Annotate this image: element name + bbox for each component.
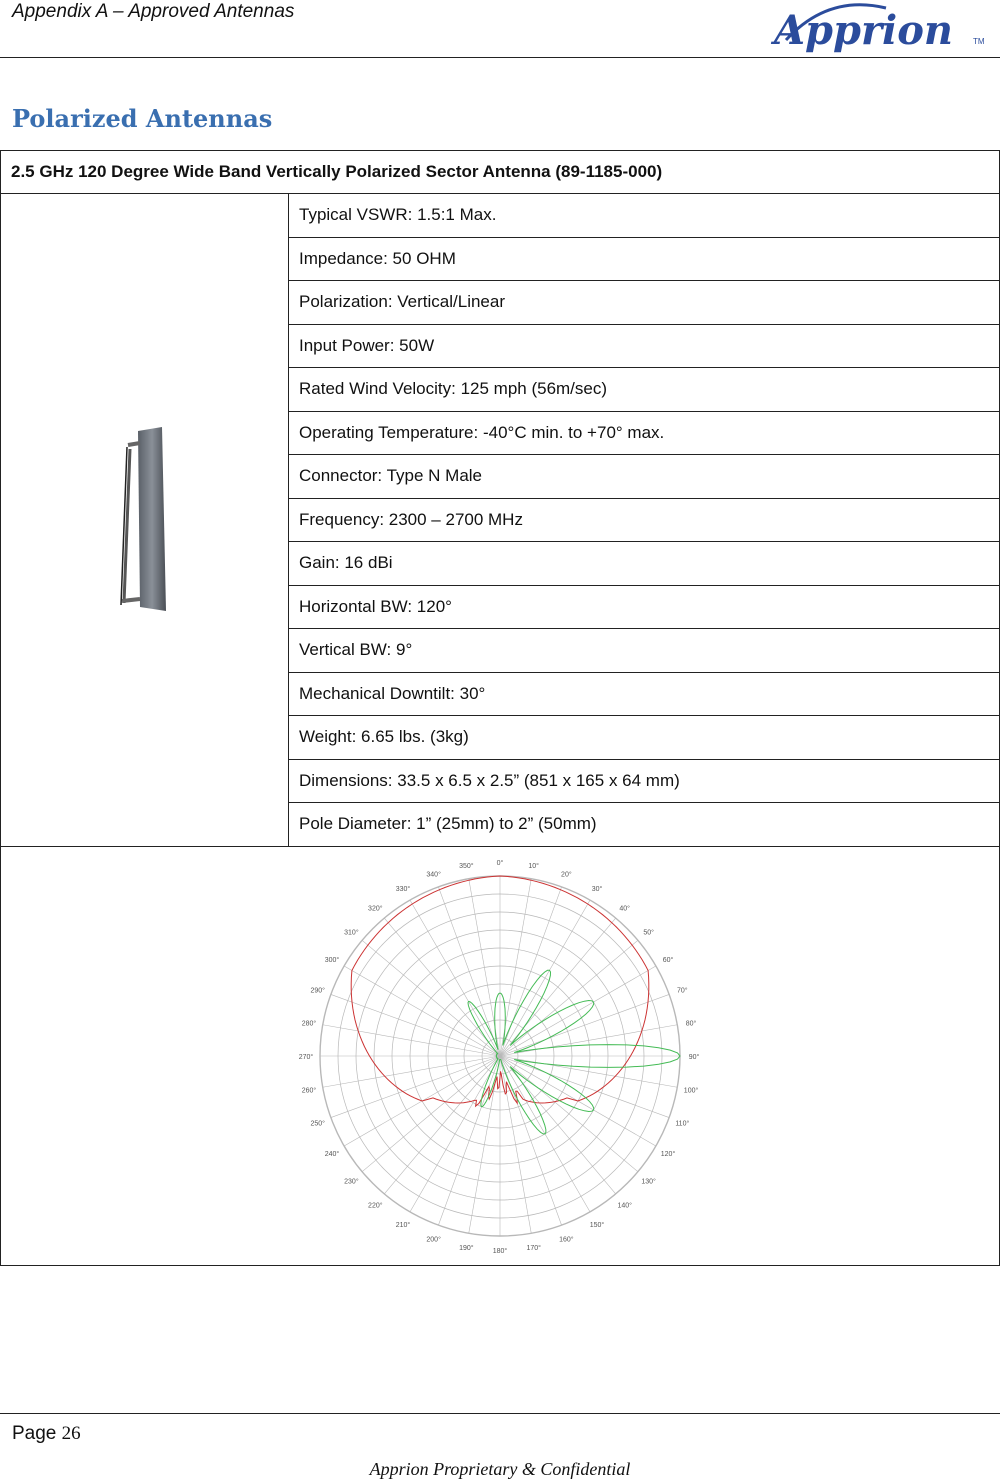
spec-operating-temperature: Operating Temperature: -40°C min. to +70° max.	[289, 411, 1000, 455]
polar-angle-label: 350°	[459, 862, 474, 870]
polar-angle-label: 10°	[528, 862, 539, 870]
polar-grid-spoke	[362, 1056, 500, 1172]
polar-angle-label: 280°	[301, 1019, 317, 1027]
spec-weight: Weight: 6.65 lbs. (3kg)	[289, 716, 1000, 760]
spec-polarization: Polarization: Vertical/Linear	[289, 281, 1000, 325]
polar-angle-label: 40°	[619, 904, 630, 912]
polar-angle-label: 250°	[310, 1119, 325, 1127]
section-title: Polarized Antennas	[12, 104, 273, 133]
polar-angle-label: 170°	[526, 1244, 541, 1252]
spec-row	[1, 194, 1000, 238]
polar-grid-spoke	[500, 1056, 638, 1172]
polar-grid-spoke	[362, 940, 500, 1056]
spec-gain: Gain: 16 dBi	[289, 542, 1000, 586]
product-title: 2.5 GHz 120 Degree Wide Band Vertically Polarized Sector Antenna (89-1185-000)	[1, 151, 1000, 194]
polar-angle-label: 300°	[324, 956, 340, 964]
radiation-pattern-chart	[290, 850, 710, 1262]
logo-tm: TM	[973, 37, 985, 46]
polar-angle-label: 30°	[591, 885, 603, 893]
spec-impedance: Impedance: 50 OHM	[289, 237, 1000, 281]
polar-angle-label: 160°	[559, 1235, 574, 1243]
spec-horizontal-bw: Horizontal BW: 120°	[289, 585, 1000, 629]
polar-grid-spoke	[384, 1056, 500, 1194]
spec-vertical-bw: Vertical BW: 9°	[289, 629, 1000, 673]
apprion-logo	[768, 0, 990, 56]
polar-angle-label: 310°	[344, 928, 359, 936]
radiation-pattern-cell	[1, 846, 1000, 1265]
header-rule	[0, 57, 1000, 58]
polar-angle-label: 320°	[368, 904, 383, 912]
polar-angle-label: 230°	[344, 1178, 359, 1186]
polar-angle-label: 150°	[589, 1221, 605, 1229]
logo-text: Apprion	[774, 7, 954, 54]
spec-vswr: Typical VSWR: 1.5:1 Max.	[289, 194, 1000, 238]
polar-angle-label: 90°	[688, 1053, 700, 1061]
spec-mechanical-downtilt: Mechanical Downtilt: 30°	[289, 672, 1000, 716]
polar-angle-label: 210°	[395, 1221, 411, 1229]
footer-rule	[0, 1413, 1000, 1414]
polar-angle-label: 190°	[459, 1244, 474, 1252]
polar-angle-label: 180°	[492, 1247, 508, 1255]
polar-angle-label: 80°	[685, 1019, 697, 1027]
polar-angle-label: 140°	[617, 1202, 632, 1210]
polar-angle-label: 0°	[496, 859, 504, 867]
polar-angle-label: 20°	[561, 871, 572, 879]
spec-pole-diameter: Pole Diameter: 1” (25mm) to 2” (50mm)	[289, 803, 1000, 847]
spec-connector: Connector: Type N Male	[289, 455, 1000, 499]
polar-angle-label: 60°	[662, 956, 674, 964]
polar-angle-label: 220°	[368, 1202, 383, 1210]
polar-angle-label: 100°	[683, 1087, 699, 1095]
polar-grid-spoke	[500, 918, 616, 1056]
spec-input-power: Input Power: 50W	[289, 324, 1000, 368]
spec-wind-velocity: Rated Wind Velocity: 125 mph (56m/sec)	[289, 368, 1000, 412]
page-number: 26	[61, 1423, 81, 1444]
polar-angle-label: 110°	[675, 1119, 690, 1127]
spec-frequency: Frequency: 2300 – 2700 MHz	[289, 498, 1000, 542]
antenna-image-cell	[1, 194, 289, 847]
polar-angle-label: 270°	[298, 1053, 314, 1061]
polar-angle-label: 260°	[301, 1087, 317, 1095]
polar-angle-label: 50°	[643, 928, 654, 936]
polar-angle-label: 70°	[677, 987, 688, 995]
polar-angle-label: 130°	[641, 1178, 656, 1186]
antenna-spec-table	[0, 150, 1000, 1266]
polar-angle-label: 120°	[660, 1150, 676, 1158]
spec-dimensions: Dimensions: 33.5 x 6.5 x 2.5” (851 x 165 x 64 mm)	[289, 759, 1000, 803]
polar-angle-label: 290°	[310, 987, 325, 995]
radiation-pattern-row	[1, 846, 1000, 1265]
product-title-row	[1, 151, 1000, 194]
page-label-text: Page	[12, 1423, 57, 1444]
confidentiality-note: Apprion Proprietary & Confidential	[369, 1459, 631, 1479]
polar-grid-spoke	[384, 918, 500, 1056]
sector-antenna-icon	[110, 425, 180, 615]
polar-angle-label: 330°	[395, 885, 411, 893]
polar-angle-label: 240°	[324, 1150, 340, 1158]
polar-angle-label: 200°	[426, 1235, 441, 1243]
polar-grid-spoke	[500, 940, 638, 1056]
page-number-label	[12, 1423, 81, 1445]
polar-angle-label: 340°	[426, 871, 441, 879]
header-title: Appendix A – Approved Antennas	[12, 1, 295, 22]
